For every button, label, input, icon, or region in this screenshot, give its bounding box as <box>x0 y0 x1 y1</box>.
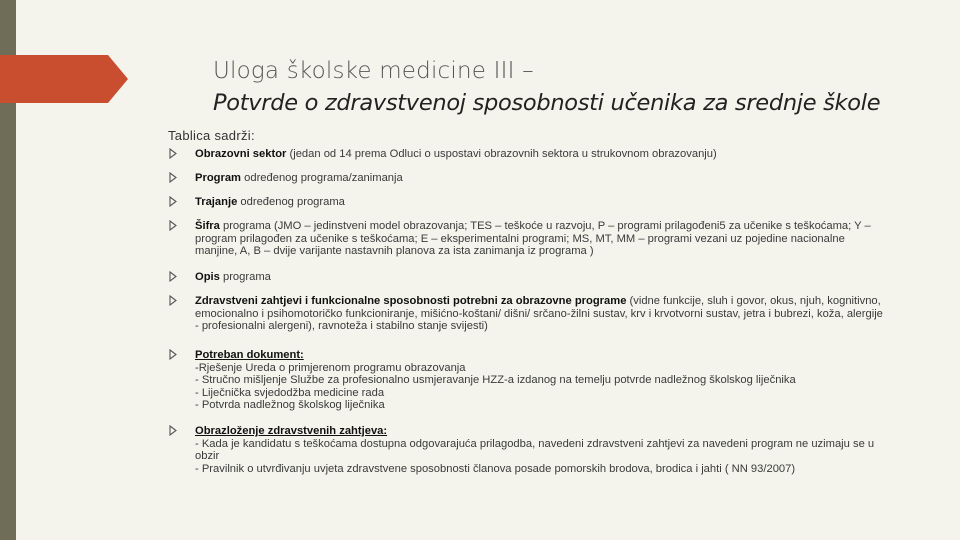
list-item <box>168 271 888 295</box>
list-item <box>168 220 888 271</box>
list-item <box>168 295 888 349</box>
item-text: određenog programa <box>237 196 345 208</box>
contents-list <box>168 148 888 475</box>
item-sub-line: -Rješenje Ureda o primjerenom programu obrazovanja <box>195 361 466 374</box>
item-text: (jedan od 14 prema Odluci o uspostavi obrazovnih sektora u strukovnom obrazovanju) <box>286 148 717 160</box>
chevron-right-icon <box>168 196 180 208</box>
list-item <box>168 148 888 172</box>
chevron-right-icon <box>168 148 180 160</box>
item-lead: Opis <box>195 271 220 283</box>
list-item <box>168 425 888 475</box>
item-sub-line: - Liječnička svjedodžba medicine rada <box>195 386 385 399</box>
list-item <box>168 349 888 425</box>
item-text: određenog programa/zanimanja <box>241 172 403 184</box>
list-item <box>168 196 888 220</box>
chevron-right-icon <box>168 295 180 307</box>
item-lead: Šifra <box>195 220 220 232</box>
chevron-right-icon <box>168 271 180 283</box>
item-sub-line: - Stručno mišljenje Službe za profesionalno usmjeravanje HZZ-a izdanog na temelju potvrde nadležnog školskog liječnika <box>195 374 796 387</box>
item-sub-line: - Pravilnik o utvrđivanju uvjeta zdravstvene sposobnosti članova posade pomorskih brodova, brodica i jahti ( NN 93/2007) <box>195 462 796 475</box>
item-lead: Zdravstveni zahtjevi i funkcionalne sposobnosti potrebni za obrazovne programe <box>195 295 627 307</box>
item-lead: Obrazloženje zdravstvenih zahtjeva: <box>195 425 388 437</box>
chevron-right-icon <box>168 425 180 437</box>
chevron-right-icon <box>168 220 180 232</box>
item-lead: Obrazovni sektor <box>195 148 287 160</box>
item-text: programa <box>219 271 271 283</box>
item-text: (vidne funkcije, sluh i govor, okus, njuh, kognitivno, emocionalno i psihomotoričko funkcioniranje, mišićno-koštani/ dišni/ srčano-žilni sustav, krv i krvotvorni sustav, jetra i bubrezi, koža, alergije - profesionalni alergeni), ravnoteža i stabilno stanje svijesti) <box>195 295 883 333</box>
slide-title-line-1: Uloga školske medicine III – <box>213 58 534 84</box>
item-text: programa (JMO – jedinstveni model obrazovanja; TES – teškoće u razvoju, P – programi prilagođeni5 za učenike s teškoćama; Y – program prilagođen za učenike s teškoćama; E – eksperimentalni programi; MS, MT, MM – programi vezani uz pojedine nacionalne manjine, A, B – dvije varijante nastavnih planova za ista zanimanja iz programa ) <box>195 220 871 258</box>
item-lead: Program <box>195 172 242 184</box>
intro-label: Tablica sadrži: <box>168 128 255 143</box>
item-sub-line: - Potvrda nadležnog školskog liječnika <box>195 399 385 412</box>
item-sub-line: - Kada je kandidatu s teškoćama dostupna odgovarajuća prilagodba, navedeni zdravstveni zahtjevi za navedeni program ne uzimaju se u obzir <box>195 437 875 463</box>
list-item <box>168 172 888 196</box>
item-lead: Trajanje <box>195 196 238 208</box>
chevron-right-icon <box>168 172 180 184</box>
chevron-right-icon <box>168 349 180 361</box>
slide-title-line-2: Potvrde o zdravstvenoj sposobnosti učenika za srednje škole <box>213 90 881 116</box>
item-lead: Potreban dokument: <box>195 349 304 361</box>
